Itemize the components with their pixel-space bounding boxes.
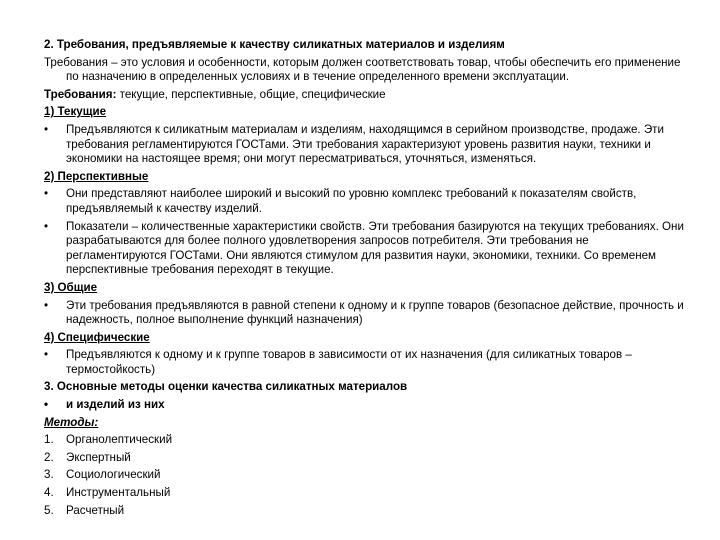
- method-item-1: [44, 433, 684, 448]
- bullet-text: Предъявляются к силикатным материалам и изделиям, находящимся в серийном производстве, продаже. Эти требования регламентируются ГОСТами. Эти требования характеризуют уровень развития науки, техники и экономики на настоящее время; они могут пересматриваться, уточняться, изменяться.: [66, 122, 664, 166]
- bullet-marker: •: [44, 398, 49, 412]
- specific-heading: 4) Специфические: [44, 330, 150, 344]
- methods-label: Методы:: [44, 415, 99, 429]
- bullet-marker: •: [44, 187, 49, 201]
- requirements-definition: Требования – это условия и особенности, которым должен соответствовать товар, чтобы обеспечить его применение по назначению в определенных условиях и в течение определенного времени эксплуатации.: [44, 55, 681, 84]
- method-item-3: [44, 468, 684, 483]
- bullet-text: Эти требования предъявляются в равной степени к одному и к группе товаров (безопасное действие, прочность и надежность, полное выполнение функций назначения): [66, 298, 684, 327]
- bullet-marker: •: [44, 122, 49, 136]
- bullet-marker: •: [44, 298, 49, 312]
- method-item-2: [44, 451, 684, 466]
- general-bullet-1: [44, 299, 684, 328]
- specific-bullet-1: [44, 348, 684, 377]
- perspective-bullet-2: [44, 220, 684, 278]
- bullet-text: Показатели – количественные характеристики свойств. Эти требования базируются на текущих требованиях. Они разрабатываются для более полного удовлетворения запросов потребителя. Эти требования не регламентируются ГОСТами. Они являются стимулом для развития науки, экономики, техники. Со временем перспективные требования переходят в текущие.: [66, 219, 684, 277]
- general-heading: 3) Общие: [44, 280, 98, 294]
- method-item-4: [44, 486, 684, 501]
- bullet-text: Они представляют наиболее широкий и высокий по уровню комплекс требований к показателям свойств, предъявляемый к качеству изделий.: [66, 187, 637, 215]
- method-number: 5.: [44, 503, 54, 517]
- method-text: Расчетный: [66, 503, 125, 517]
- method-text: Экспертный: [66, 450, 131, 464]
- slide-content: [44, 38, 684, 521]
- bullet-text: Предъявляются к одному и к группе товаров в зависимости от их назначения (для силикатных товаров – термостойкость): [66, 348, 632, 376]
- bullet-marker: •: [44, 348, 49, 362]
- perspective-heading: 2) Перспективные: [44, 169, 149, 183]
- method-text: Инструментальный: [66, 486, 171, 500]
- method-text: Социологический: [66, 468, 161, 482]
- perspective-bullet-1: [44, 187, 684, 216]
- section-3-bullet: [44, 398, 684, 413]
- current-heading: 1) Текущие: [44, 105, 107, 119]
- method-number: 4.: [44, 486, 54, 500]
- method-text: Органолептический: [66, 433, 173, 447]
- method-item-5: [44, 504, 684, 519]
- requirements-types: [44, 88, 684, 103]
- requirements-types-label: Требования:: [44, 87, 117, 101]
- current-bullet-1: [44, 123, 684, 167]
- section-3-heading: 3. Основные методы оценки качества силикатных материалов: [44, 380, 408, 394]
- method-number: 2.: [44, 450, 54, 464]
- method-number: 3.: [44, 468, 54, 482]
- method-number: 1.: [44, 433, 54, 447]
- bullet-marker: •: [44, 219, 49, 233]
- section-2-heading: 2. Требования, предъявляемые к качеству силикатных материалов и изделиям: [44, 38, 505, 51]
- bullet-text: и изделий из них: [66, 398, 165, 412]
- requirements-types-text: текущие, перспективные, общие, специфические: [116, 87, 386, 101]
